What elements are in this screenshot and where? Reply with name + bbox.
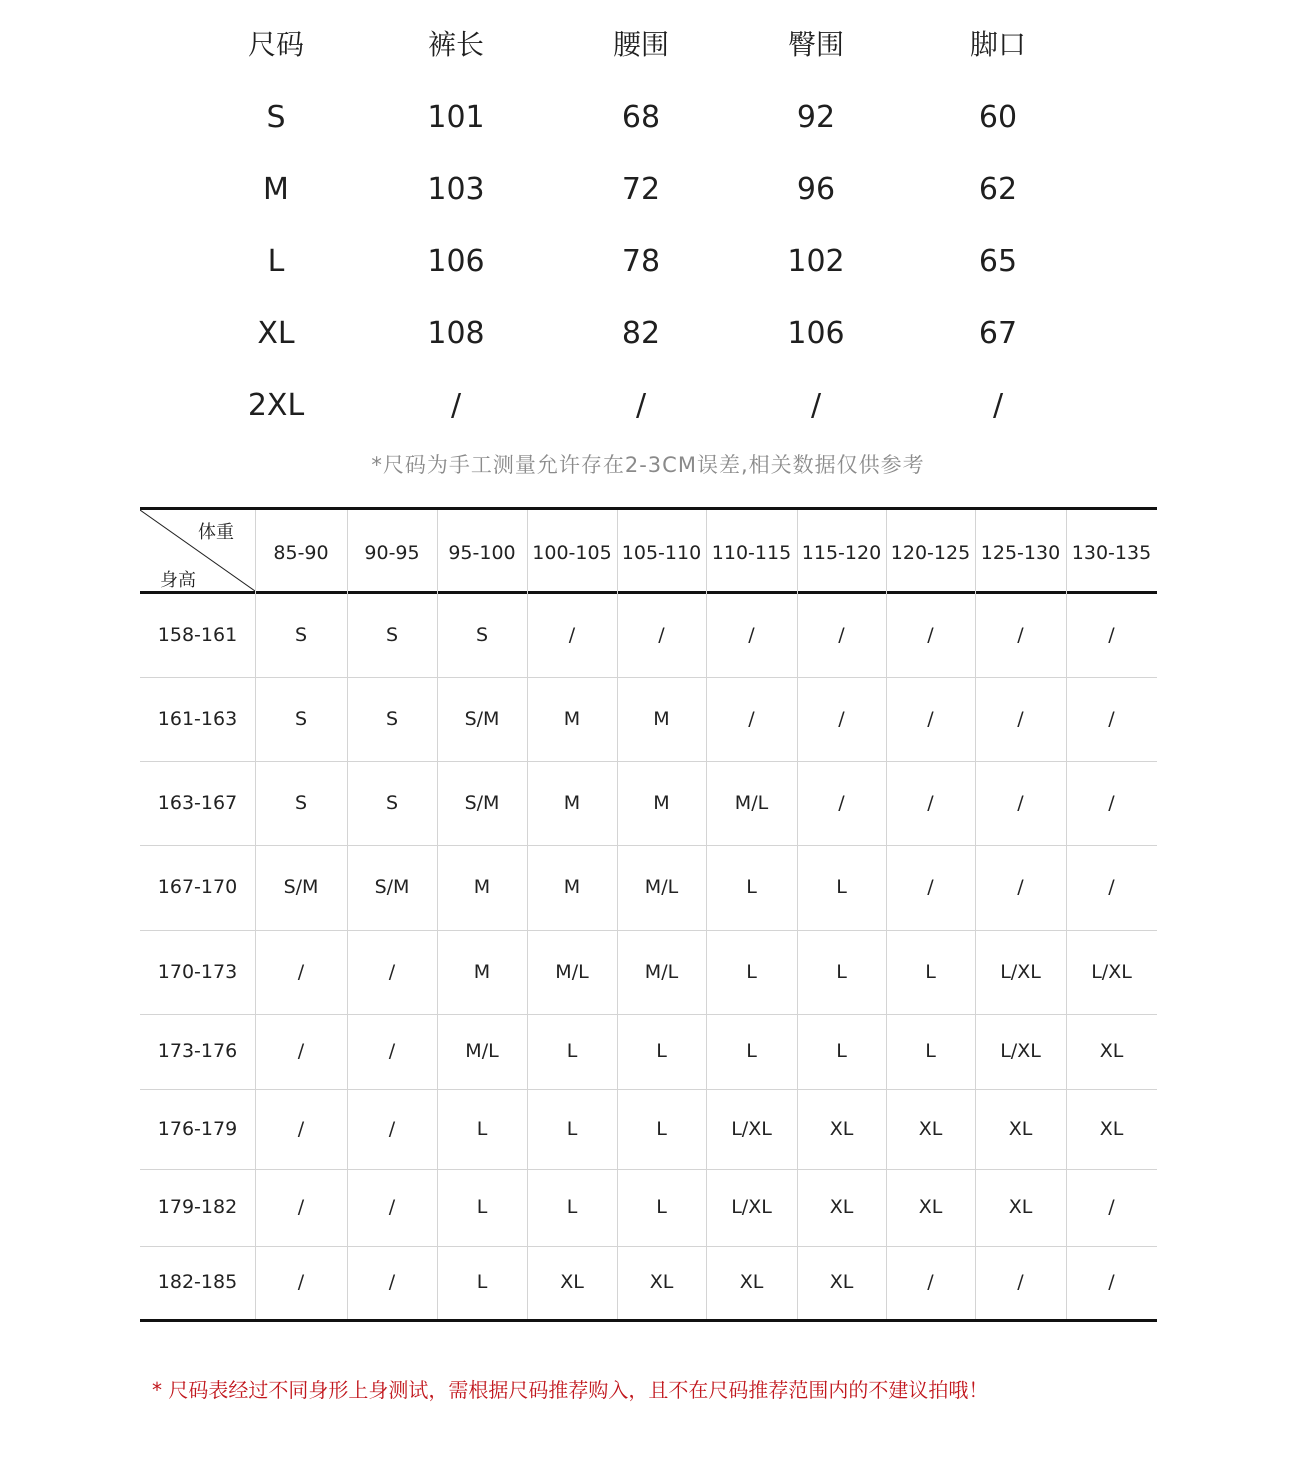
- size-recommendation-cell: /: [838, 708, 845, 730]
- size-cell: 106: [787, 316, 845, 351]
- size-cell: 96: [796, 172, 836, 207]
- size-recommendation-cell: /: [297, 961, 305, 983]
- size-cell: 82: [621, 316, 661, 351]
- size-recommendation-cell: L: [566, 1118, 578, 1140]
- size-cell: L: [267, 244, 285, 279]
- size-recommendation-cell: S: [294, 792, 308, 814]
- size-recommendation-cell: M/L: [644, 876, 679, 898]
- size-recommendation-cell: /: [1108, 1271, 1115, 1293]
- size-cell: 92: [796, 100, 836, 135]
- header-hip: 臀围: [787, 28, 844, 61]
- height-cell: 182-185: [157, 1271, 238, 1293]
- size-recommendation-cell: /: [1017, 1271, 1024, 1293]
- size-recommendation-cell: M: [563, 792, 581, 814]
- header-size: 尺码: [247, 28, 304, 61]
- size-recommendation-cell: XL: [560, 1271, 584, 1293]
- header-waist: 腰围: [612, 28, 669, 61]
- size-cell: 102: [787, 244, 845, 279]
- size-recommendation-cell: L: [566, 1196, 578, 1218]
- size-recommendation-cell: XL: [649, 1271, 674, 1293]
- size-recommendation-cell: /: [658, 624, 665, 646]
- size-cell: 108: [427, 316, 485, 351]
- size-row: [0, 237, 1296, 287]
- size-cell: /: [810, 388, 822, 423]
- size-recommendation-cell: /: [1108, 624, 1115, 646]
- size-recommendation-cell: L: [656, 1196, 667, 1218]
- size-recommendation-cell: M: [563, 876, 581, 898]
- size-cell: S: [266, 100, 286, 135]
- measurement-note: *尺码为手工测量允许存在2-3CM误差,相关数据仅供参考: [371, 453, 925, 477]
- size-cell: /: [450, 388, 462, 423]
- weight-header-cell: 115-120: [801, 542, 882, 564]
- height-cell: 161-163: [157, 708, 238, 730]
- size-recommendation-cell: S: [385, 624, 399, 646]
- size-recommendation-cell: S/M: [283, 876, 319, 898]
- size-recommendation-cell: /: [568, 624, 576, 646]
- weight-header-cell: 130-135: [1071, 542, 1152, 564]
- size-recommendation-cell: L: [746, 876, 757, 898]
- size-recommendation-cell: /: [927, 792, 934, 814]
- size-recommendation-cell: L: [656, 1040, 667, 1062]
- size-recommendation-cell: /: [297, 1271, 305, 1293]
- height-cell: 163-167: [157, 792, 238, 814]
- size-recommendation-cell: S/M: [464, 708, 500, 730]
- size-cell: 106: [427, 244, 485, 279]
- size-recommendation-cell: L: [476, 1196, 488, 1218]
- size-recommendation-cell: /: [1017, 708, 1024, 730]
- size-cell: 62: [978, 172, 1018, 207]
- size-cell: 72: [621, 172, 661, 207]
- height-cell: 179-182: [157, 1196, 238, 1218]
- size-recommendation-cell: L/XL: [1091, 961, 1132, 983]
- size-recommendation-cell: /: [1108, 876, 1115, 898]
- size-recommendation-cell: /: [748, 708, 755, 730]
- size-row: [0, 309, 1296, 359]
- size-row: [0, 93, 1296, 143]
- height-cell: 158-161: [157, 624, 238, 646]
- size-recommendation-cell: M/L: [555, 961, 589, 983]
- size-recommendation-cell: /: [838, 792, 845, 814]
- size-warning: * 尺码表经过不同身形上身测试，需根据尺码推荐购入，且不在尺码推荐范围内的不建议拍哦！: [152, 1378, 989, 1402]
- weight-header-cell: 85-90: [273, 542, 329, 564]
- size-recommendation-cell: XL: [829, 1196, 854, 1218]
- size-recommendation-cell: S/M: [374, 876, 410, 898]
- size-cell: 101: [427, 100, 485, 135]
- size-recommendation-cell: L: [836, 876, 847, 898]
- size-recommendation-cell: M: [473, 876, 491, 898]
- size-recommendation-table: [140, 507, 1157, 1322]
- size-recommendation-cell: S: [385, 792, 399, 814]
- header-hem: 脚口: [969, 28, 1026, 61]
- weight-label: 体重: [198, 522, 234, 543]
- size-recommendation-cell: L/XL: [731, 1196, 772, 1218]
- size-recommendation-cell: L: [836, 961, 847, 983]
- size-recommendation-cell: XL: [1008, 1196, 1033, 1218]
- size-recommendation-cell: /: [388, 1271, 396, 1293]
- size-recommendation-cell: L: [925, 1040, 936, 1062]
- size-recommendation-cell: /: [297, 1196, 305, 1218]
- size-recommendation-cell: /: [1017, 876, 1024, 898]
- size-recommendation-cell: /: [297, 1118, 305, 1140]
- size-recommendation-cell: /: [927, 708, 934, 730]
- size-recommendation-cell: XL: [918, 1196, 943, 1218]
- size-row: [0, 381, 1296, 431]
- size-recommendation-cell: M/L: [644, 961, 679, 983]
- size-recommendation-cell: XL: [829, 1271, 854, 1293]
- size-cell: 65: [978, 244, 1018, 279]
- size-recommendation-cell: /: [297, 1040, 305, 1062]
- size-recommendation-cell: M: [563, 708, 581, 730]
- size-recommendation-cell: /: [1108, 708, 1115, 730]
- size-recommendation-cell: S: [385, 708, 399, 730]
- size-recommendation-cell: L: [476, 1118, 488, 1140]
- size-cell: /: [992, 388, 1004, 423]
- size-recommendation-cell: L: [836, 1040, 847, 1062]
- size-cell: 2XL: [247, 388, 305, 423]
- size-recommendation-cell: /: [1108, 1196, 1115, 1218]
- size-recommendation-cell: XL: [1008, 1118, 1033, 1140]
- size-table-header: [0, 20, 1296, 70]
- height-cell: 176-179: [157, 1118, 238, 1140]
- size-recommendation-cell: S: [475, 624, 489, 646]
- size-recommendation-cell: /: [838, 624, 845, 646]
- size-recommendation-cell: L: [476, 1271, 488, 1293]
- size-cell: 67: [978, 316, 1018, 351]
- size-recommendation-cell: XL: [1099, 1118, 1124, 1140]
- corner-header: [140, 510, 255, 591]
- size-recommendation-cell: /: [1017, 792, 1024, 814]
- weight-header-cell: 120-125: [890, 542, 971, 564]
- size-recommendation-cell: /: [388, 961, 396, 983]
- size-recommendation-cell: L: [746, 961, 757, 983]
- size-recommendation-cell: /: [927, 876, 934, 898]
- size-cell: /: [635, 388, 647, 423]
- weight-header-cell: 100-105: [532, 542, 612, 564]
- size-cell: 60: [978, 100, 1018, 135]
- size-recommendation-cell: M/L: [734, 792, 769, 814]
- size-recommendation-cell: XL: [1099, 1040, 1124, 1062]
- weight-header-cell: 125-130: [980, 542, 1061, 564]
- size-recommendation-cell: S: [294, 708, 308, 730]
- size-recommendation-cell: XL: [829, 1118, 854, 1140]
- size-recommendation-cell: L/XL: [731, 1118, 772, 1140]
- size-recommendation-cell: M: [653, 792, 670, 814]
- weight-header-cell: 90-95: [364, 542, 420, 564]
- size-recommendation-cell: XL: [918, 1118, 943, 1140]
- size-recommendation-cell: S: [294, 624, 308, 646]
- size-cell: 78: [621, 244, 661, 279]
- size-recommendation-cell: L/XL: [1000, 961, 1041, 983]
- size-recommendation-cell: M: [473, 961, 491, 983]
- weight-header-cell: 95-100: [448, 542, 516, 564]
- size-recommendation-cell: /: [388, 1196, 396, 1218]
- size-recommendation-cell: /: [927, 1271, 934, 1293]
- size-recommendation-cell: /: [927, 624, 934, 646]
- size-recommendation-cell: /: [388, 1118, 396, 1140]
- height-cell: 170-173: [157, 961, 238, 983]
- size-recommendation-cell: L/XL: [1000, 1040, 1041, 1062]
- size-recommendation-cell: /: [1017, 624, 1024, 646]
- size-recommendation-cell: /: [388, 1040, 396, 1062]
- size-recommendation-cell: L: [656, 1118, 667, 1140]
- height-label: 身高: [160, 570, 196, 591]
- size-recommendation-cell: L: [746, 1040, 757, 1062]
- size-recommendation-cell: /: [748, 624, 755, 646]
- size-cell: 103: [427, 172, 485, 207]
- weight-header-cell: 110-115: [711, 542, 792, 564]
- size-cell: M: [263, 172, 289, 207]
- size-cell: 68: [621, 100, 661, 135]
- header-length: 裤长: [427, 28, 484, 61]
- size-recommendation-cell: XL: [739, 1271, 764, 1293]
- height-cell: 173-176: [157, 1040, 238, 1062]
- bottom-rule: [140, 1319, 1157, 1322]
- size-recommendation-cell: /: [1108, 792, 1115, 814]
- size-recommendation-cell: S/M: [464, 792, 500, 814]
- size-row: [0, 165, 1296, 215]
- size-cell: XL: [257, 316, 295, 351]
- size-recommendation-cell: L: [566, 1040, 578, 1062]
- size-recommendation-cell: M/L: [465, 1040, 499, 1062]
- size-recommendation-cell: L: [925, 961, 936, 983]
- size-recommendation-cell: M: [653, 708, 670, 730]
- weight-header-cell: 105-110: [621, 542, 702, 564]
- height-cell: 167-170: [157, 876, 238, 898]
